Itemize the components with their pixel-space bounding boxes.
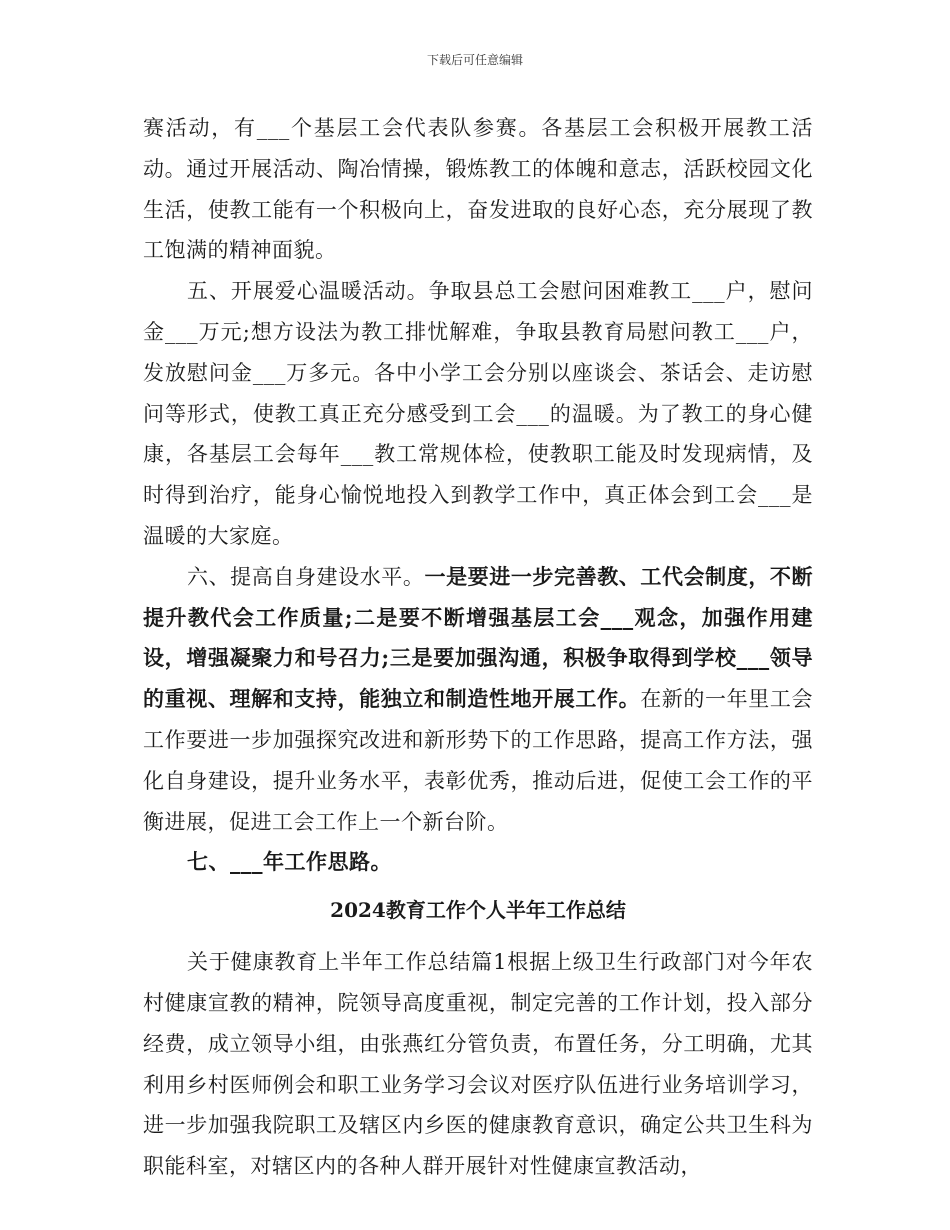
paragraph-work-ideas: 七、___年工作思路。 (187, 849, 392, 875)
paragraph-health-education: 关于健康教育上半年工作总结篇1根据上级卫生行政部门对今年农村健康宣教的精神，院领导高度重视，制定完善的工作计划，投入部分经费，成立领导小组，由张燕红分管负责，布置任务，分工明确，尤其利用乡村医师例会和职工业务学习会议对医疗队伍进行业务培训学习，进一步加强我院职工及辖区内乡医的健康教育意识，确定公共卫生科为职能科室，对辖区内的各种人群开展针对性健康宣教活动， (143, 950, 813, 1179)
paragraph-activities: 赛活动，有___个基层工会代表队参赛。各基层工会积极开展教工活动。通过开展活动、陶冶情操，锻炼教工的体魄和意志，活跃校园文化生活，使教工能有一个积极向上，奋发进取的良好心态，充分展现了教工饱满的精神面貌。 (143, 116, 813, 263)
section-title: 2024教育工作个人半年工作总结 (330, 898, 626, 923)
document-body (143, 108, 813, 1187)
paragraph-self-building (143, 557, 813, 843)
paragraph-self-building-tail: 在新的一年里工会工作要进一步加强探究改进和新形势下的工作思路，提高工作方法，强化自身建设，提升业务水平，表彰优秀，推动后进，促使工会工作的平衡进展，促进工会工作上一个新台阶。 (143, 687, 814, 834)
paragraph-self-building-bold: 一是要进一步完善教、工代会制度，不断提升教代会工作质量;二是要不断增强基层工会___观念，加强作用建设，增强凝聚力和号召力;三是要加强沟通，积极争取得到学校___领导的重视、理解和支持，能独立和制造性地开展工作。 (143, 563, 814, 712)
page-header: 下载后可任意编辑 (426, 53, 523, 67)
paragraph-warmth-activities: 五、开展爱心温暖活动。争取县总工会慰问困难教工___户，慰问金___万元;想方设法为教工排忧解难，争取县教育局慰问教工___户，发放慰问金___万多元。各中小学工会分别以座谈会、茶话会、走访慰问等形式，使教工真正充分感受到工会___的温暖。为了教工的身心健康，各基层工会每年___教工常规体检，使教职工能及时发现病情，及时得到治疗，能身心愉悦地投入到教学工作中，真正体会到工会___是温暖的大家庭。 (143, 279, 813, 548)
paragraph-self-building-lead: 六、提高自身建设水平。 (187, 564, 425, 589)
